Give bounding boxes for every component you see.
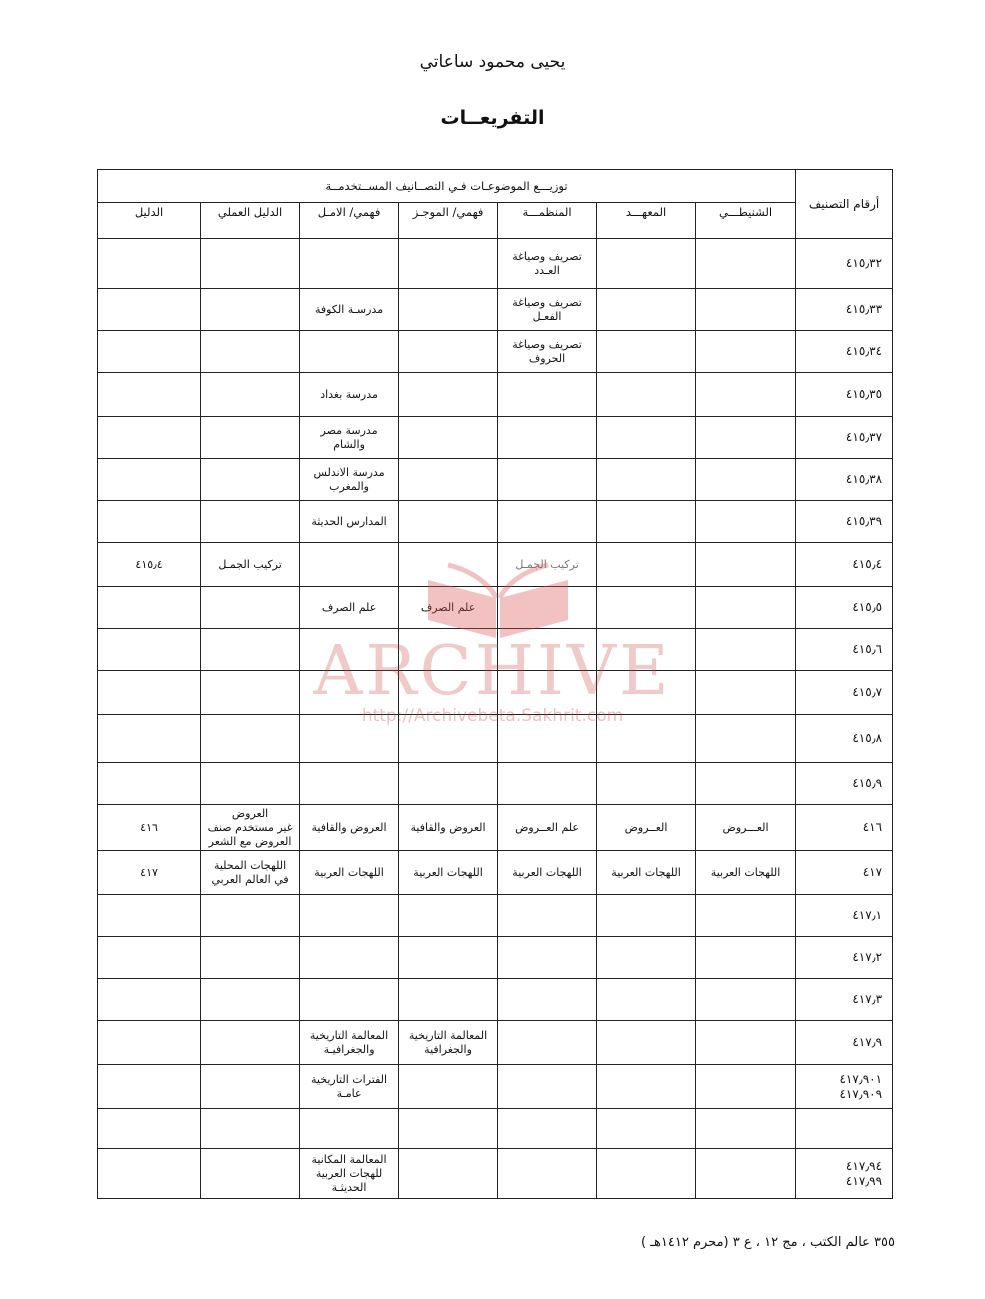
column-header: الشنيطـــي: [696, 203, 796, 239]
table-cell: [201, 459, 300, 501]
table-cell: [300, 239, 399, 289]
table-cell: العروض والقافية: [300, 805, 399, 851]
table-cell: [201, 587, 300, 629]
table-cell: [399, 1065, 498, 1109]
table-cell: اللهجات العربية: [399, 851, 498, 895]
table-cell: [201, 331, 300, 373]
table-cell: [696, 501, 796, 543]
table-row: [98, 979, 893, 1021]
table-cell: [399, 979, 498, 1021]
table-cell: [399, 543, 498, 587]
table-cell: [498, 937, 597, 979]
table-cell: مدرسة بغداد: [300, 373, 399, 417]
table-cell: [498, 629, 597, 671]
table-cell: [201, 763, 300, 805]
table-cell: [696, 629, 796, 671]
table-cell: اللهجات العربية: [597, 851, 696, 895]
table-cell: [597, 239, 696, 289]
classification-number: ٤١٥٫٣٥: [796, 373, 893, 417]
table-cell: [399, 417, 498, 459]
classification-number: [796, 1109, 893, 1149]
table-cell: [696, 1021, 796, 1065]
table-cell: [597, 1065, 696, 1109]
table-row: [98, 239, 893, 289]
table-cell: [696, 1109, 796, 1149]
table-cell: [597, 629, 696, 671]
table-cell: [201, 629, 300, 671]
table-cell: [498, 671, 597, 715]
table-cell: العروض والقافية: [399, 805, 498, 851]
table-cell: تركيب الجمـل: [498, 543, 597, 587]
table-cell: [399, 459, 498, 501]
table-row: [98, 289, 893, 331]
table-cell: مدرسة الاندلس والمغرب: [300, 459, 399, 501]
table-cell: [597, 937, 696, 979]
table-cell: [696, 417, 796, 459]
table-row: [98, 671, 893, 715]
table-cell: [399, 501, 498, 543]
table-row: [98, 1021, 893, 1065]
table-cell: [201, 1065, 300, 1109]
table-cell: [696, 289, 796, 331]
table-row: [98, 373, 893, 417]
table-cell: [498, 1149, 597, 1199]
table-cell: [399, 629, 498, 671]
table-cell: [201, 289, 300, 331]
classification-table: [97, 169, 893, 1199]
table-cell: [498, 501, 597, 543]
table-cell: [696, 979, 796, 1021]
table-cell: مدرسـة الكوفة: [300, 289, 399, 331]
classification-number: ٤١٥٫٣٩: [796, 501, 893, 543]
table-cell: اللهجات العربية: [300, 851, 399, 895]
table-cell: [399, 373, 498, 417]
table-cell: [201, 1109, 300, 1149]
table-cell: [696, 671, 796, 715]
table-cell: [98, 1149, 201, 1199]
table-cell: [98, 587, 201, 629]
table-cell: المعالمة المكانية للهجات العربية الحديثـة: [300, 1149, 399, 1199]
column-header: المعهـــد: [597, 203, 696, 239]
table-cell: الفترات التاريخية عامـة: [300, 1065, 399, 1109]
page-footer: ٣٥٥ عالم الكتب ، مج ١٢ ، ع ٣ (محرم ١٤١٢هـ ): [641, 1235, 895, 1250]
classification-number: ٤١٦: [796, 805, 893, 851]
table-row: [98, 937, 893, 979]
table-cell: [98, 979, 201, 1021]
table-cell: علم الصرف: [300, 587, 399, 629]
table-cell: [98, 671, 201, 715]
table-cell: العروض غير مستخدم صنف العروض مع الشعر: [201, 805, 300, 851]
table-cell: ٤١٧: [98, 851, 201, 895]
table-cell: علم العــروض: [498, 805, 597, 851]
table-cell: [597, 671, 696, 715]
table-cell: ٤١٥٫٤: [98, 543, 201, 587]
classification-number: ٤١٥٫٣٢: [796, 239, 893, 289]
classification-number: ٤١٥٫٣٨: [796, 459, 893, 501]
table-row: [98, 459, 893, 501]
table-cell: [98, 501, 201, 543]
table-cell: [98, 239, 201, 289]
table-cell: [597, 895, 696, 937]
table-cell: [399, 937, 498, 979]
table-cell: [696, 1149, 796, 1199]
classification-number: ٤١٧: [796, 851, 893, 895]
table-cell: المعالمة التاريخية والجغرافيـة: [300, 1021, 399, 1065]
column-header: الدليل: [98, 203, 201, 239]
table-cell: [98, 417, 201, 459]
column-header: المنظمـــة: [498, 203, 597, 239]
table-row: [98, 417, 893, 459]
table-cell: [597, 1109, 696, 1149]
table-row: [98, 543, 893, 587]
table-cell: [597, 715, 696, 763]
table-cell: [597, 543, 696, 587]
table-cell: [201, 1021, 300, 1065]
table-cell: [399, 1149, 498, 1199]
table-cell: [98, 373, 201, 417]
classification-number: ٤١٧٫١: [796, 895, 893, 937]
table-cell: [399, 763, 498, 805]
table-cell: تصريف وصياغة العـدد: [498, 239, 597, 289]
table-cell: [98, 937, 201, 979]
table-row: [98, 1065, 893, 1109]
table-cell: [696, 937, 796, 979]
classification-number: ٤١٥٫٣٧: [796, 417, 893, 459]
column-header: فهمي/ الموجـز: [399, 203, 498, 239]
table-row: [98, 501, 893, 543]
table-cell: [201, 501, 300, 543]
table-row: [98, 763, 893, 805]
table-cell: [399, 1109, 498, 1149]
table-cell: [498, 979, 597, 1021]
table-row: [98, 715, 893, 763]
watermark-url: http://Archivebeta.Sakhrit.com: [361, 706, 624, 726]
table-cell: [498, 1109, 597, 1149]
table-cell: [597, 289, 696, 331]
classification-number: ٤١٥٫٧: [796, 671, 893, 715]
table-row: [98, 805, 893, 851]
distribution-header: توزيـــع الموضوعـات فـي التصــانيف المســتخدمــة: [98, 170, 796, 203]
table-cell: اللهجات المحلية في العالم العربي: [201, 851, 300, 895]
table-row: [98, 629, 893, 671]
table-cell: [201, 373, 300, 417]
table-cell: اللهجات العربية: [498, 851, 597, 895]
table-cell: [98, 895, 201, 937]
table-row: [98, 587, 893, 629]
table-cell: [300, 543, 399, 587]
table-cell: [696, 715, 796, 763]
table-cell: [498, 895, 597, 937]
table-cell: [597, 1149, 696, 1199]
table-cell: تصريف وصياغة الفعـل: [498, 289, 597, 331]
classification-numbers-header: أرقام التصنيف: [796, 170, 893, 239]
table-cell: [498, 1021, 597, 1065]
table-cell: [597, 763, 696, 805]
section-title: التفريعــات: [440, 107, 545, 129]
classification-number: ٤١٥٫٦: [796, 629, 893, 671]
table-cell: [98, 1065, 201, 1109]
classification-number: ٤١٧٫٩٤ ٤١٧٫٩٩: [796, 1149, 893, 1199]
classification-number: ٤١٥٫٨: [796, 715, 893, 763]
table-row: [98, 851, 893, 895]
table-cell: تصريف وصياغة الحروف: [498, 331, 597, 373]
table-cell: ٤١٦: [98, 805, 201, 851]
classification-number: ٤١٥٫٣٤: [796, 331, 893, 373]
classification-number: ٤١٥٫٤: [796, 543, 893, 587]
table-cell: [300, 629, 399, 671]
table-cell: اللهجات العربية: [696, 851, 796, 895]
table-cell: [597, 501, 696, 543]
table-cell: [696, 373, 796, 417]
table-cell: [498, 459, 597, 501]
table-cell: [300, 937, 399, 979]
table-cell: [201, 239, 300, 289]
table-cell: [399, 239, 498, 289]
table-cell: [201, 979, 300, 1021]
classification-number: ٤١٥٫٣٣: [796, 289, 893, 331]
table-cell: [300, 763, 399, 805]
table-cell: العــروض: [597, 805, 696, 851]
table-cell: العـــروض: [696, 805, 796, 851]
table-cell: [696, 763, 796, 805]
table-cell: [300, 1109, 399, 1149]
table-cell: [498, 587, 597, 629]
table-cell: [597, 373, 696, 417]
table-cell: [300, 331, 399, 373]
table-row: [98, 895, 893, 937]
table-cell: [597, 1021, 696, 1065]
table-row: [98, 1109, 893, 1149]
table-row: [98, 331, 893, 373]
classification-number: ٤١٥٫٩: [796, 763, 893, 805]
column-header: فهمي/ الامـل: [300, 203, 399, 239]
table-cell: [399, 895, 498, 937]
classification-number: ٤١٥٫٥: [796, 587, 893, 629]
table-cell: [498, 1065, 597, 1109]
table-cell: [300, 671, 399, 715]
table-cell: [201, 895, 300, 937]
table-cell: [696, 543, 796, 587]
watermark-text: ARCHIVE: [313, 632, 672, 711]
column-header: الدليل العملي: [201, 203, 300, 239]
table-cell: [98, 715, 201, 763]
table-cell: [98, 763, 201, 805]
table-cell: [300, 715, 399, 763]
table-cell: [696, 587, 796, 629]
table-cell: [201, 715, 300, 763]
table-cell: المدارس الحديثة: [300, 501, 399, 543]
table-cell: [597, 979, 696, 1021]
table-cell: [98, 331, 201, 373]
table-cell: [201, 937, 300, 979]
classification-number: ٤١٧٫٩: [796, 1021, 893, 1065]
table-cell: [696, 895, 796, 937]
table-cell: [98, 1109, 201, 1149]
table-cell: [597, 459, 696, 501]
table-cell: [201, 671, 300, 715]
table-cell: [201, 1149, 300, 1199]
table-cell: [98, 289, 201, 331]
classification-number: ٤١٧٫٣: [796, 979, 893, 1021]
table-cell: [696, 331, 796, 373]
table-cell: [98, 629, 201, 671]
table-cell: [399, 331, 498, 373]
table-cell: [399, 715, 498, 763]
table-row: [98, 1149, 893, 1199]
table-cell: [498, 417, 597, 459]
classification-number: ٤١٧٫٩٠١ ٤١٧٫٩٠٩: [796, 1065, 893, 1109]
table-cell: المعالمة التاريخية والجغرافية: [399, 1021, 498, 1065]
table-cell: [201, 417, 300, 459]
table-cell: علم الصرف: [399, 587, 498, 629]
table-cell: [399, 289, 498, 331]
table-cell: [597, 331, 696, 373]
table-cell: [498, 715, 597, 763]
table-cell: [300, 895, 399, 937]
table-cell: [498, 373, 597, 417]
table-cell: [399, 671, 498, 715]
table-cell: [696, 1065, 796, 1109]
table-cell: [498, 763, 597, 805]
table-cell: [98, 1021, 201, 1065]
author-name: يحيى محمود ساعاتي: [419, 52, 566, 72]
table-cell: [597, 587, 696, 629]
table-cell: مدرسة مصر والشام: [300, 417, 399, 459]
classification-number: ٤١٧٫٢: [796, 937, 893, 979]
table-cell: [696, 459, 796, 501]
table-cell: [696, 239, 796, 289]
table-cell: [597, 417, 696, 459]
table-cell: [300, 979, 399, 1021]
table-cell: تركيب الجمـل: [201, 543, 300, 587]
table-cell: [98, 459, 201, 501]
